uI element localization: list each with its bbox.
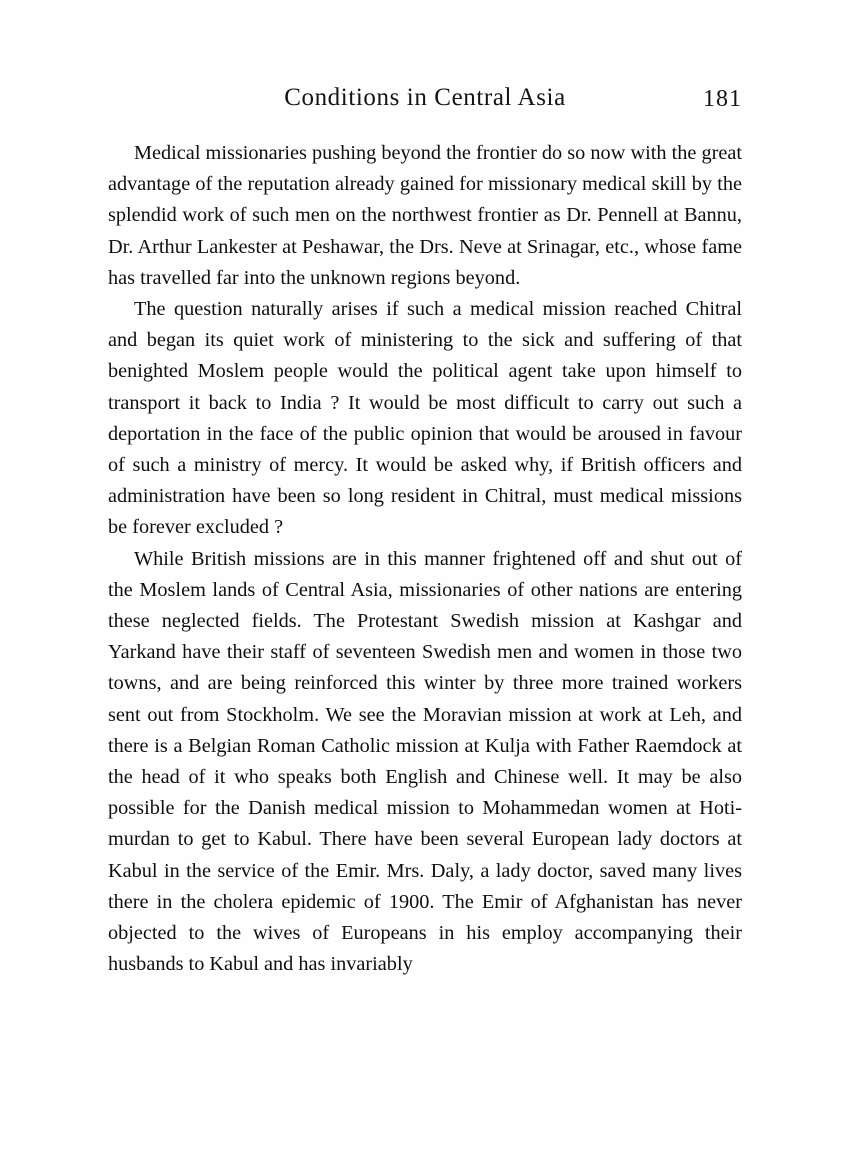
paragraph: While British missions are in this manner frightened off and shut out of the Moslem lands of Central Asia, missionaries of other nations are entering these neglected fields. The Protestant Swedish mission at Kashgar and Yarkand have their staff of seventeen Swedish men and women in those two towns, and are being reinforced this winter by three more trained workers sent out from Stockholm. We see the Moravian mission at work at Leh, and there is a Belgian Roman Catholic mission at Kulja with Father Raemdock at the head of it who speaks both English and Chinese well. It may be also possible for the Danish medical mission to Mohammedan women at Hoti-murdan to get to Kabul. There have been several European lady doctors at Kabul in the service of the Emir. Mrs. Daly, a lady doctor, saved many lives there in the cholera epidemic of 1900. The Emir of Afghanistan has never objected to the wives of Europeans in his employ accompanying their husbands to Kabul and has invariably (108, 547, 742, 976)
page-body (108, 138, 742, 980)
page-number: 181 (703, 86, 742, 112)
paragraph: The question naturally arises if such a medical mission reached Chitral and began its quiet work of ministering to the sick and suffering of that benighted Moslem people would the political agent take upon himself to transport it back to India ? It would be most difficult to carry out such a deportation in the face of the public opinion that would be aroused in favour of such a ministry of mercy. It would be asked why, if British officers and administration have been so long resident in Chitral, must medical missions be forever excluded ? (108, 298, 742, 539)
paragraph: Medical missionaries pushing beyond the frontier do so now with the great advantage of the reputation already gained for missionary medical skill by the splendid work of such men on the northwest frontier as Dr. Pennell at Bannu, Dr. Arthur Lankester at Peshawar, the Drs. Neve at Srinagar, etc., whose fame has travelled far into the unknown regions beyond. (108, 142, 742, 289)
page-title: Conditions in Central Asia (284, 84, 566, 111)
running-head (108, 78, 742, 124)
